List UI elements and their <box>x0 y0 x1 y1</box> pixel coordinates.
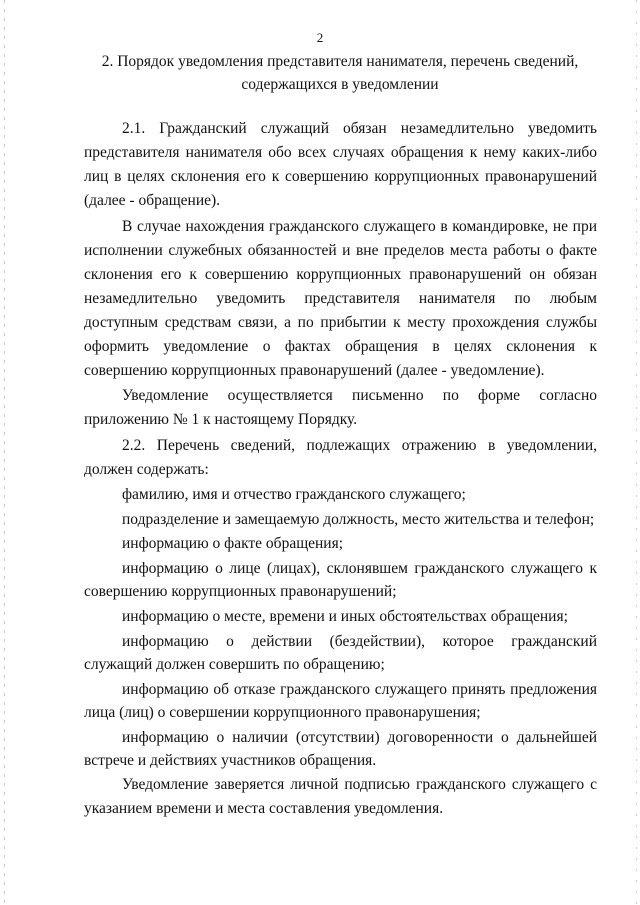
list-item-fact: информацию о факте обращения; <box>122 535 344 553</box>
list-item-department: подразделение и замещаемую должность, место жительства и телефон; <box>122 510 595 528</box>
section-heading-line-2: содержащихся в уведомлении <box>241 76 439 93</box>
paragraph-written-form: Уведомление осуществляется письменно по форме согласно приложению № 1 к настоящему Порядку. <box>84 387 597 428</box>
list-item-persons: информацию о лице (лицах), склонявшем гражданского служащего к совершению коррупционных правонарушений; <box>84 560 597 601</box>
list-item-refusal: информацию об отказе гражданского служащего принять предложения лица (лиц) о совершении коррупционного правонарушения; <box>84 680 597 721</box>
document-body <box>84 117 597 823</box>
section-heading-line-1: 2. Порядок уведомления представителя нанимателя, перечень сведений, <box>101 53 579 70</box>
scan-edge-left <box>4 0 5 905</box>
list-item-agreement: информацию о наличии (отсутствии) договоренности о дальнейшей встрече и действиях участников обращения. <box>84 728 597 769</box>
list-item-action: информацию о действии (бездействии), которое гражданский служащий должен совершить по обращению; <box>84 632 597 673</box>
page-number: 2 <box>316 30 324 45</box>
paragraph-2-1: 2.1. Гражданский служащий обязан незамедлительно уведомить представителя нанимателя обо всех случаях обращения к нему каких-либо лиц в целях склонения его к совершению коррупционных правонарушений (далее - обращение). <box>84 120 597 209</box>
list-item-circumstances: информацию о месте, времени и иных обстоятельствах обращения; <box>122 608 568 626</box>
scan-edge-right <box>636 0 637 905</box>
paragraph-signature: Уведомление заверяется личной подписью гражданского служащего с указанием времени и места составления уведомления. <box>84 776 597 818</box>
paragraph-2-2: 2.2. Перечень сведений, подлежащих отражению в уведомлении, должен содержать: <box>84 436 597 478</box>
paragraph-business-trip: В случае нахождения гражданского служащего в командировке, не при исполнении служебных обязанностей и вне пределов места работы о факте склонения его к совершению коррупционных правонарушений он обязан незамедлительно уведомить представителя нанимателя по любым доступным средствам связи, а по прибытии к месту прохождения службы оформить уведомление о фактах обращения в целях склонения к совершению коррупционных правонарушений (далее - уведомление). <box>84 217 597 379</box>
section-heading <box>80 50 600 96</box>
list-item-full-name: фамилию, имя и отчество гражданского служащего; <box>122 486 466 503</box>
